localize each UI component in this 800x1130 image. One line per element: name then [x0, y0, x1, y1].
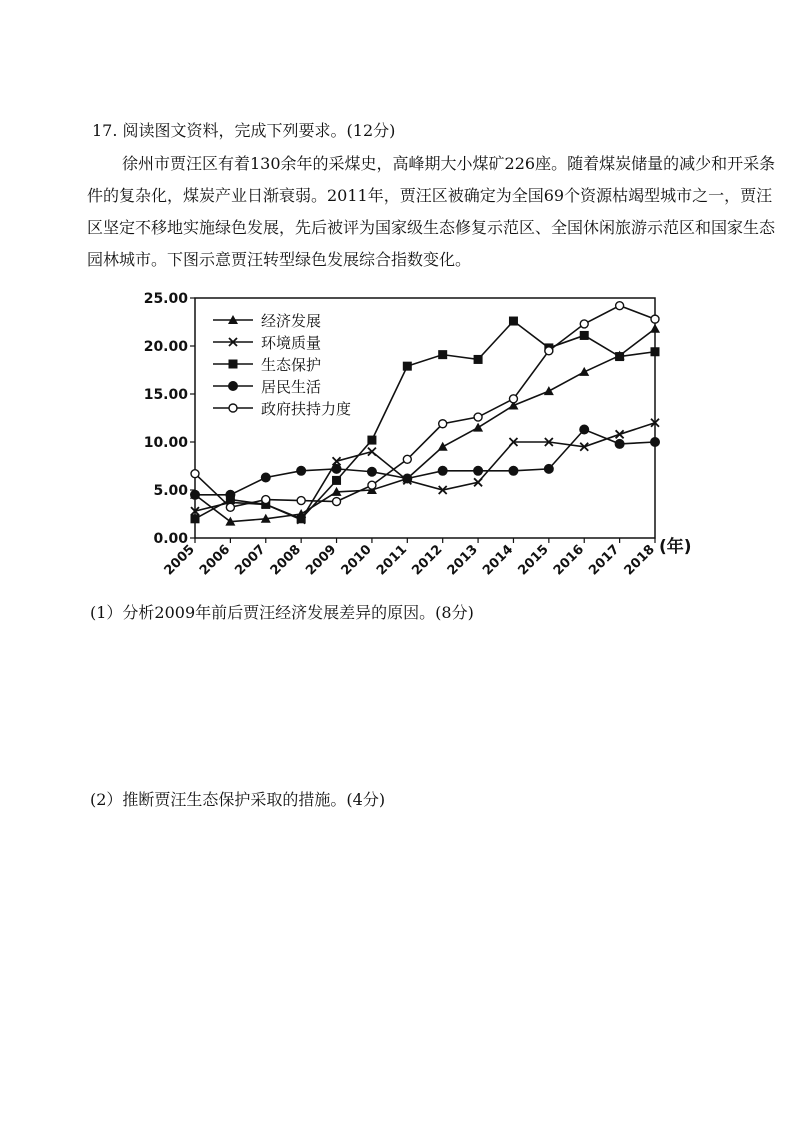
data-point-4 — [190, 490, 200, 500]
y-tick-label: 15.00 — [143, 387, 188, 403]
x-tick-label: 2018 — [621, 542, 658, 578]
x-tick-label: 2013 — [444, 542, 481, 578]
data-point-5 — [580, 320, 588, 328]
sub-question-2: (2）推断贾汪生态保护采取的措施。(4分) — [90, 790, 386, 809]
data-point-5 — [191, 470, 199, 478]
data-point-3 — [580, 331, 589, 340]
data-point-4 — [473, 466, 483, 476]
x-tick-label: 2012 — [409, 542, 446, 578]
y-tick-label: 25.00 — [143, 291, 188, 307]
data-point-4 — [544, 464, 554, 474]
legend-label: 居民生活 — [261, 378, 322, 396]
data-point-1 — [650, 324, 660, 333]
question-paragraph: 徐州市贾汪区有着130余年的采煤史，高峰期大小煤矿226座。随着煤炭储量的减少和开采条件的复杂化，煤炭产业日渐衰弱。2011年，贾汪区被确定为全国69个资源枯竭型城市之一，贾汪区坚定不移地实施绿色发展，先后被评为国家级生态修复示范区、全国休闲旅游示范区和国家生态园林城市。下图示意贾汪转型绿色发展综合指数变化。 — [87, 154, 776, 269]
data-point-3 — [438, 350, 447, 359]
data-point-3 — [615, 352, 624, 361]
data-point-5 — [226, 503, 234, 511]
x-tick-label: 2007 — [232, 542, 269, 578]
data-point-3 — [367, 436, 376, 445]
data-point-5 — [474, 413, 482, 421]
x-tick-label: 2009 — [303, 542, 340, 578]
data-point-5 — [545, 347, 553, 355]
x-tick-label: 2005 — [161, 542, 198, 578]
data-point-2 — [616, 430, 624, 438]
x-tick-label: 2006 — [197, 542, 234, 578]
x-tick-label: 2011 — [373, 542, 411, 578]
data-point-4 — [402, 473, 412, 483]
data-point-3 — [651, 347, 660, 356]
x-tick-label: 2015 — [515, 542, 552, 578]
legend-label: 生态保护 — [261, 356, 322, 374]
sub-question-1: (1）分析2009年前后贾汪经济发展差异的原因。(8分) — [90, 603, 474, 622]
data-point-1 — [544, 386, 554, 395]
data-point-3 — [509, 317, 518, 326]
question-heading: 17. 阅读图文资料，完成下列要求。(12分) — [92, 121, 396, 140]
data-point-5 — [297, 497, 305, 505]
x-tick-label: 2016 — [550, 542, 588, 578]
x-tick-label: 2008 — [267, 542, 304, 578]
data-point-4 — [508, 466, 518, 476]
data-point-3 — [297, 514, 306, 523]
data-point-4 — [367, 467, 377, 477]
data-point-4 — [438, 466, 448, 476]
data-point-4 — [225, 490, 235, 500]
data-point-3 — [403, 362, 412, 371]
data-point-3 — [474, 355, 483, 364]
data-point-4 — [332, 464, 342, 474]
legend-marker — [228, 381, 238, 391]
data-point-4 — [615, 439, 625, 449]
data-point-1 — [579, 367, 589, 376]
data-point-4 — [650, 437, 660, 447]
data-point-3 — [191, 514, 200, 523]
data-point-5 — [262, 496, 270, 504]
legend-label: 政府扶持力度 — [261, 400, 352, 418]
data-point-5 — [403, 455, 411, 463]
x-tick-label: 2010 — [338, 542, 375, 578]
data-point-5 — [333, 498, 341, 506]
y-tick-label: 0.00 — [153, 531, 188, 547]
legend-marker — [229, 404, 237, 412]
x-axis-label: (年) — [659, 537, 692, 557]
line-chart — [140, 288, 720, 578]
data-point-1 — [473, 423, 483, 432]
data-point-3 — [332, 476, 341, 485]
data-point-5 — [616, 302, 624, 310]
data-point-5 — [509, 395, 517, 403]
x-tick-label: 2014 — [480, 542, 517, 578]
data-point-1 — [438, 442, 448, 451]
legend-label: 经济发展 — [261, 312, 322, 330]
legend-label: 环境质量 — [261, 334, 322, 352]
data-point-5 — [651, 315, 659, 323]
data-point-4 — [261, 473, 271, 483]
y-tick-label: 20.00 — [143, 339, 188, 355]
data-point-5 — [368, 481, 376, 489]
data-point-5 — [439, 420, 447, 428]
data-point-4 — [579, 425, 589, 435]
y-tick-label: 10.00 — [143, 435, 188, 451]
legend-marker — [229, 360, 238, 369]
y-tick-label: 5.00 — [153, 483, 188, 499]
x-tick-label: 2017 — [586, 542, 623, 578]
data-point-4 — [296, 466, 306, 476]
